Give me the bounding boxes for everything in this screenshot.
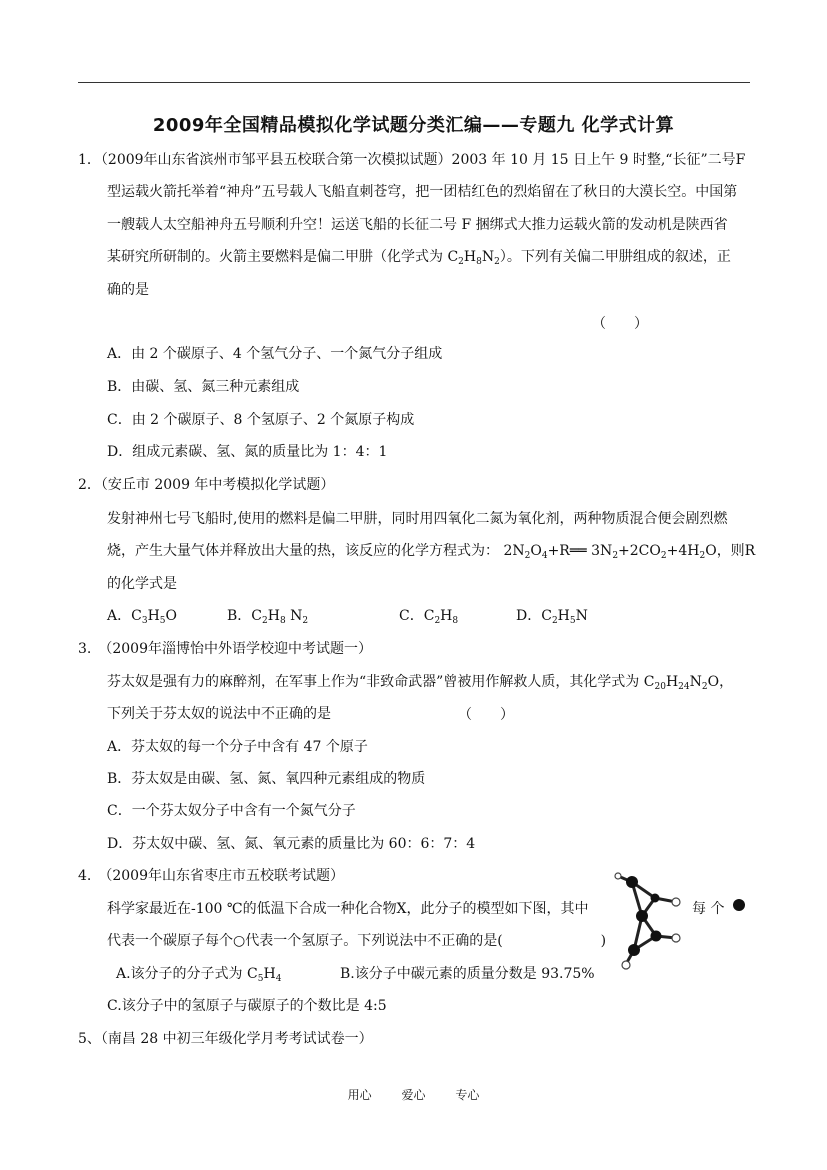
q4-option-a: A.该分子的分子式为 $C_5H_4$ — [116, 966, 282, 984]
q4-line-1: 科学家最近在-100 ℃的低温下合成一种化合物X，此分子的模型如下图，其中 — [107, 901, 589, 917]
q2-line-3: 的化学式是 — [107, 576, 177, 592]
molecule-model-figure — [608, 868, 690, 980]
q1-option-c: C．由 2 个碳原子、8 个氢原子、2 个氮原子构成 — [107, 412, 415, 428]
carbon-atom-icon — [733, 899, 745, 911]
q3-head: 3. （2009年淄博怡中外语学校迎中考试题一） — [78, 641, 372, 657]
header-rule — [78, 82, 750, 83]
q4-option-b: B.该分子中碳元素的质量分数是 93.75% — [340, 966, 595, 982]
q3-option-a: A．芬太奴的每一个分子中含有 47 个原子 — [107, 739, 368, 755]
footer-text-1: 用心 — [347, 1088, 372, 1102]
q5-head: 5、（南昌 28 中初三年级化学月考考试试卷一） — [78, 1031, 373, 1047]
q4-line-1-tail: 每 个 — [692, 901, 725, 917]
q2-option-a: A．$C_3H_5O$ — [107, 608, 177, 626]
q2-head: 2．（安丘市 2009 年中考模拟化学试题） — [78, 477, 335, 493]
q2-option-b: B．$C_2H_8$ $N_2$ — [227, 608, 309, 626]
q3-line-2: 下列关于芬太奴的说法中不正确的是 — [107, 706, 331, 722]
q1-line-1: 1．（2009年山东省滨州市邹平县五校联合第一次模拟试题）2003 年 10 月 15 日上午 9 时整,“长征”二号F — [78, 152, 746, 168]
q4-line-2: 代表一个碳原子每个○代表一个氢原子。下列说法中不正确的是( ) — [107, 933, 607, 949]
q1-answer-bracket: （ ） — [592, 316, 648, 332]
page-title: 2009年全国精品模拟化学试题分类汇编——专题九 化学式计算 — [152, 115, 675, 136]
q2-line-2: 烧，产生大量气体并释放出大量的热，该反应的化学方程式为： $2N_2O_4+R══$ $3N_2+2CO_2+4H_2O$，则R — [107, 543, 756, 561]
q1-option-a: A．由 2 个碳原子、4 个氢气分子、一个氮气分子组成 — [107, 346, 443, 362]
q1-line-2: 型运载火箭托举着“神舟”五号载人飞船直刺苍穹，把一团桔红色的烈焰留在了秋日的大漠长空。中国第 — [107, 184, 738, 200]
q3-option-b: B．芬太奴是由碳、氢、氮、氧四种元素组成的物质 — [107, 771, 426, 787]
q2-option-c: C．$C_2H_8$ — [399, 608, 459, 626]
q3-line-1: 芬太奴是强有力的麻醉剂，在军事上作为“非致命武器”曾被用作解救人质，其化学式为 $C_{20}H_{24}N_2O$， — [107, 674, 734, 692]
q1-line-4: 某研究所研制的。火箭主要燃料是偏二甲肼（化学式为 $C_2H_8N_2$）。下列有关偏二甲肼组成的叙述，正 — [107, 249, 731, 267]
q1-option-d: D．组成元素碳、氢、氮的质量比为 1：4：1 — [107, 444, 388, 460]
q3-answer-bracket: （ ） — [458, 707, 514, 723]
footer-text-3: 专心 — [455, 1088, 480, 1102]
q4-head: 4. （2009年山东省枣庄市五校联考试题） — [78, 868, 344, 884]
q3-option-c: C．一个芬太奴分子中含有一个氮气分子 — [107, 803, 356, 819]
footer-text-2: 爱心 — [401, 1088, 426, 1102]
q1-line-3: 一艘载人太空船神舟五号顺利升空！运送飞船的长征二号 F 捆绑式大推力运载火箭的发动机是陕西省 — [107, 217, 728, 233]
page-footer — [0, 1086, 827, 1103]
q2-line-1: 发射神州七号飞船时,使用的燃料是偏二甲肼，同时用四氧化二氮为氧化剂，两种物质混合便会剧烈燃 — [107, 511, 728, 527]
q4-option-c: C.该分子中的氢原子与碳原子的个数比是 4:5 — [107, 998, 387, 1014]
q2-option-d: D．$C_2H_5N$ — [516, 608, 588, 626]
q1-line-5: 确的是 — [107, 282, 149, 298]
q1-option-b: B．由碳、氢、氮三种元素组成 — [107, 379, 300, 395]
q3-option-d: D．芬太奴中碳、氢、氮、氧元素的质量比为 60：6：7：4 — [107, 836, 476, 852]
